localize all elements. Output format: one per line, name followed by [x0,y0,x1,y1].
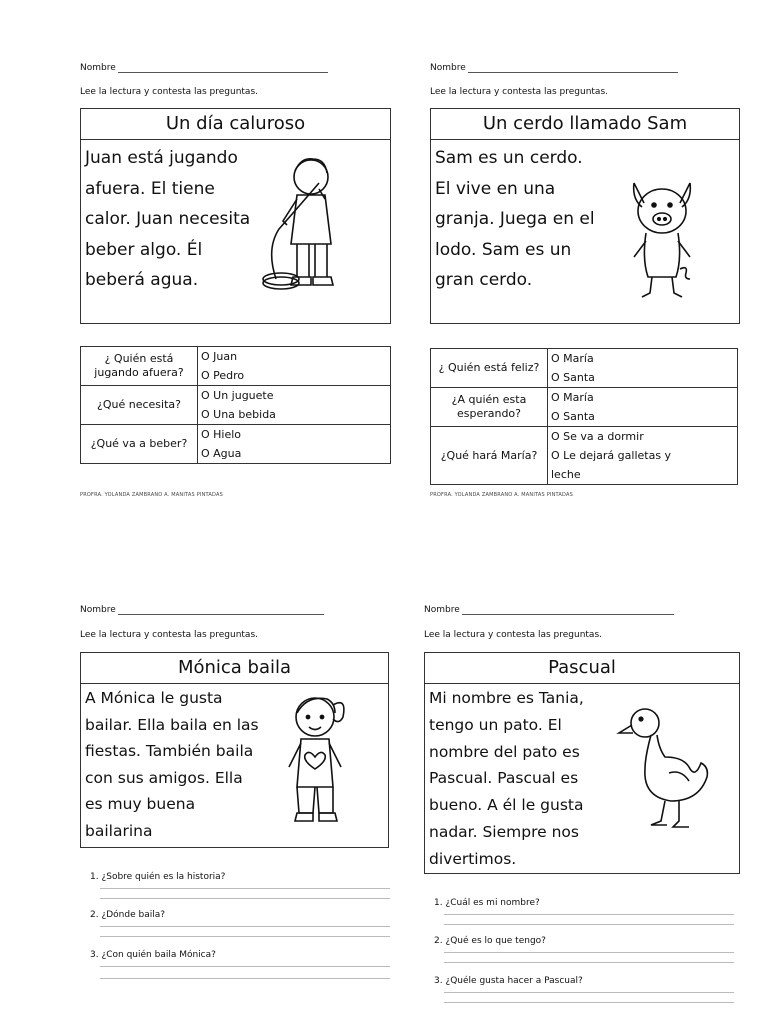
question-cell [431,349,548,388]
story-box [430,108,740,324]
boy-drinking-from-hose-icon [261,149,351,299]
name-field[interactable] [424,604,674,615]
answer-option[interactable]: O Santa [551,371,595,384]
answer-line[interactable] [444,924,734,925]
story-text [85,143,250,296]
question-text: ¿A quién esta [451,393,527,406]
answer-option[interactable]: O Agua [201,447,242,460]
name-field[interactable] [80,604,324,615]
question-text: 1. ¿Sobre quién es la historia? [90,872,226,882]
story-line: beber algo. Él [85,239,203,260]
name-line [468,62,678,73]
question-cell [431,388,548,427]
story-line: lodo. Sam es un [435,239,572,260]
question-cell [81,347,198,386]
story-title: Mónica baila [81,653,388,684]
answer-option[interactable]: O Pedro [201,369,245,382]
answer-options[interactable] [198,347,391,386]
name-line [462,604,674,615]
answer-options[interactable] [548,349,738,388]
story-box [424,652,740,874]
story-line: beberá agua. [85,270,199,290]
story-box [80,108,391,324]
question-text: 1. ¿Cuál es mi nombre? [434,898,540,908]
name-line [118,604,324,615]
answer-line[interactable] [100,888,390,889]
story-line: bailarina [85,821,153,840]
answer-option[interactable]: O María [551,352,594,365]
answer-line[interactable] [444,914,734,915]
answer-line[interactable] [100,926,390,927]
story-line: bailar. Ella baila en las [85,715,259,734]
story-line: Juan está jugando [85,148,238,168]
answer-option[interactable]: O Un juguete [201,389,274,402]
story-line: divertimos. [429,849,517,868]
story-line: bueno. A él le gusta [429,796,584,815]
story-box [80,652,389,848]
question-text: 2. ¿Dónde baila? [90,910,165,920]
story-line: es muy buena [85,795,196,813]
answer-options[interactable] [198,425,391,464]
story-line: tengo un pato. El [429,715,562,734]
answer-option[interactable]: O Le dejará galletas y [551,449,672,462]
question-table [430,348,738,485]
story-title: Un cerdo llamado Sam [431,109,739,140]
answer-line[interactable] [444,962,734,963]
story-line: A Mónica le gusta [85,689,223,707]
name-field[interactable] [430,62,678,73]
answer-options[interactable] [548,388,738,427]
worksheet-un-cerdo-llamado-sam [430,62,740,502]
instruction: Lee la lectura y contesta las preguntas. [80,87,259,97]
question-table [80,346,391,464]
story-line: El vive en una [435,178,556,199]
story-text [429,685,584,873]
story-line: con sus amigos. Ella [85,768,243,787]
answer-option[interactable]: O Santa [551,410,595,423]
question-text: ¿Qué va a beber? [90,437,188,450]
credit-text: PROFRA. YOLANDA ZAMBRANO A. MANITAS PINTADAS [430,492,573,498]
answer-options[interactable] [198,386,391,425]
answer-option[interactable]: O Una bebida [201,408,276,421]
name-label: Nombre [424,605,460,615]
credit-text: PROFRA. YOLANDA ZAMBRANO A. MANITAS PINTADAS [80,492,223,498]
answer-line[interactable] [444,992,734,993]
pig-icon [626,169,698,309]
story-text [85,685,259,844]
question-text: 3. ¿Con quién baila Mónica? [90,950,216,960]
worksheet-un-dia-caluroso [80,62,390,502]
answer-option[interactable]: O Hielo [201,428,242,441]
question-cell [81,425,198,464]
name-line [118,62,328,73]
answer-options[interactable] [548,427,738,485]
answer-option[interactable]: O María [551,391,594,404]
question-cell [81,386,198,425]
story-line: gran cerdo. [435,270,533,290]
duck-icon [615,697,715,837]
answer-line[interactable] [444,1002,734,1003]
answer-line[interactable] [444,952,734,953]
instruction: Lee la lectura y contesta las preguntas. [424,630,603,640]
question-text: esperando? [456,407,522,420]
story-line: Sam es un cerdo. [435,148,583,168]
question-text: ¿Qué necesita? [97,398,181,411]
story-line: nadar. Siempre nos [429,822,579,841]
girl-dancing-icon [277,687,357,837]
worksheet-monica-baila [80,604,390,1004]
instruction: Lee la lectura y contesta las preguntas. [80,630,259,640]
story-line: nombre del pato es [429,742,580,761]
question-text: ¿ Quién está [104,352,174,365]
story-line: Mi nombre es Tania, [429,689,584,707]
story-line: Pascual. Pascual es [429,769,579,788]
story-text [435,143,595,296]
name-label: Nombre [80,605,116,615]
story-line: fiestas. También baila [85,742,254,760]
story-line: afuera. El tiene [85,178,215,199]
answer-option[interactable]: O Juan [201,350,238,363]
story-title: Pascual [425,653,739,684]
answer-line[interactable] [100,978,390,979]
question-text: jugando afuera? [94,366,184,379]
question-text: 3. ¿Quéle gusta hacer a Pascual? [434,976,583,986]
question-cell [431,427,548,485]
name-field[interactable] [80,62,328,73]
question-text: 2. ¿Qué es lo que tengo? [434,936,546,946]
story-line: granja. Juega en el [435,209,595,229]
story-line: calor. Juan necesita [85,209,251,229]
name-label: Nombre [430,63,466,73]
answer-option-continued: leche [551,468,581,481]
answer-line[interactable] [100,898,390,899]
question-text: ¿Qué hará María? [440,448,538,462]
answer-line[interactable] [100,966,390,967]
story-title: Un día caluroso [81,109,390,140]
worksheet-pascual [424,604,744,1014]
answer-option[interactable]: O Se va a dormir [551,430,644,443]
name-label: Nombre [80,63,116,73]
instruction: Lee la lectura y contesta las preguntas. [430,87,609,97]
answer-line[interactable] [100,936,390,937]
question-text: ¿ Quién está feliz? [438,361,540,374]
